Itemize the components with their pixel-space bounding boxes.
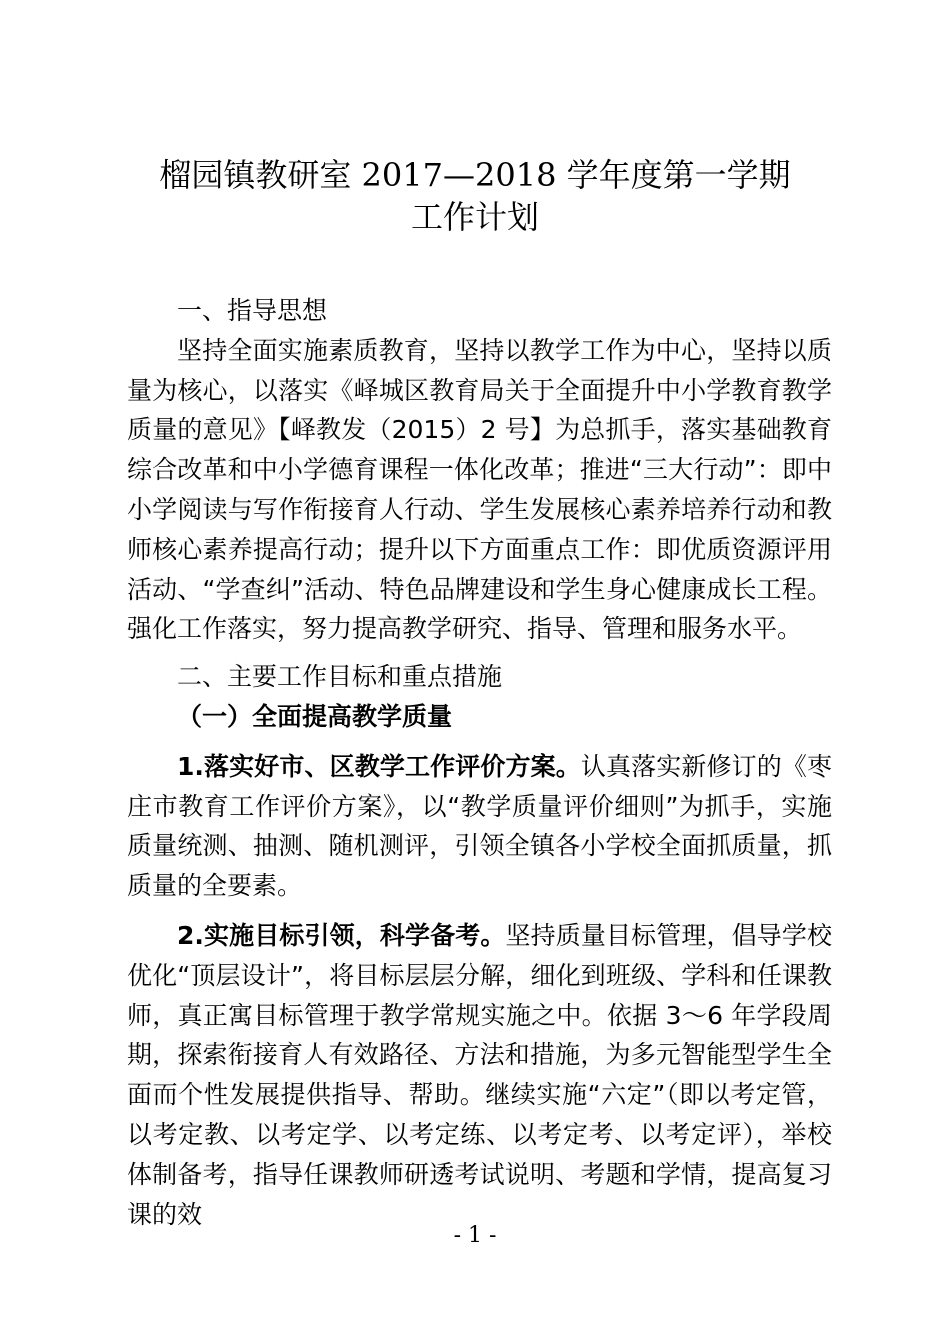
section-heading-main-goals: 二、主要工作目标和重点措施	[177, 662, 503, 692]
item-2-lead: 2.实施目标引领，科学备考。	[177, 920, 506, 950]
section-heading-guiding-ideology: 一、指导思想	[177, 296, 328, 325]
item-2-text: 坚持质量目标管理，倡导学校优化“顶层设计”，将目标层层分解，细化到班级、学科和任课教师，真正寓目标管理于教学常规实施之中。依据 3～6 年学段周期，探索衔接育人有效路径、方法和措施，为多元智能型学生全面而个性发展提供指导、帮助。继续实施“六定”（即以考定管，以考定教、以考定学、以考定练、以考定考、以考定评），举校体制备考，指导任课教师研透考试说明、考题和学情，提高复习课的效	[127, 920, 832, 1229]
item-1-paragraph	[127, 747, 832, 906]
guiding-ideology-paragraph: 坚持全面实施素质教育，坚持以教学工作为中心，坚持以质量为核心，以落实《峄城区教育局关于全面提升中小学教育教学质量的意见》【峄教发（2015）2 号】为总抓手，落实基础教育综合改革和中小学德育课程一体化改革；推进“三大行动”：即中小学阅读与写作衔接育人行动、学生发展核心素养培养行动和教师核心素养提高行动；提升以下方面重点工作：即优质资源评用活动、“学查纠”活动、特色品牌建设和学生身心健康成长工程。强化工作落实，努力提高教学研究、指导、管理和服务水平。	[127, 335, 832, 644]
document-body	[127, 291, 832, 1234]
item-1-text: 认真落实新修订的《枣庄市教育工作评价方案》，以“教学质量评价细则”为抓手，实施质量统测、抽测、随机测评，引领全镇各小学校全面抓质量，抓质量的全要素。	[127, 751, 832, 901]
subsection-heading-teaching-quality: （一）全面提高教学质量	[177, 701, 453, 731]
page-number: - 1 -	[453, 1223, 497, 1248]
document-title-line-1: 榴园镇教研室 2017—2018 学年度第一学期	[159, 156, 791, 194]
item-1-lead: 1.落实好市、区教学工作评价方案。	[177, 751, 581, 781]
document-title-line-2: 工作计划	[410, 198, 539, 236]
item-2-paragraph	[127, 916, 832, 1234]
